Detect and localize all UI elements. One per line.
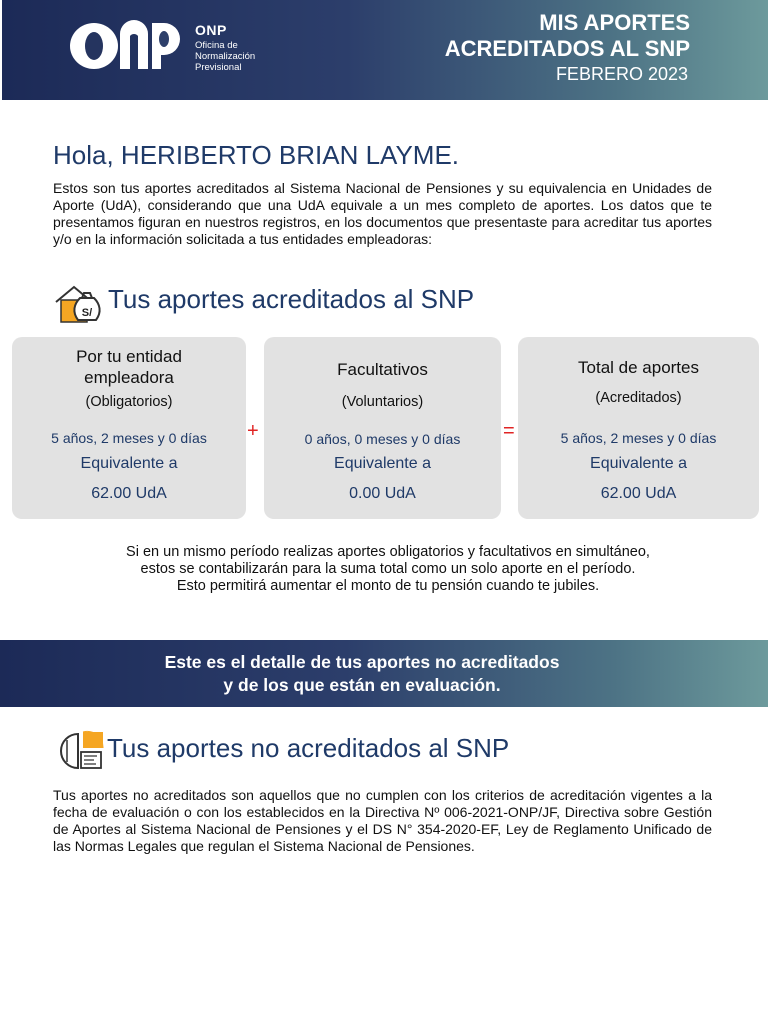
section-title-no-acreditados: Tus aportes no acreditados al SNP bbox=[107, 733, 510, 763]
equals-operator: = bbox=[503, 420, 515, 442]
card-duration: 5 años, 2 meses y 0 días bbox=[560, 430, 717, 446]
money-bag-house-icon bbox=[52, 282, 104, 326]
logo-text bbox=[195, 22, 255, 73]
card-title: Total de aportes bbox=[578, 358, 699, 377]
note-line-3: Esto permitirá aumentar el monto de tu pensión cuando te jubiles. bbox=[176, 578, 600, 594]
page-title bbox=[445, 10, 690, 62]
brand-sub-3: Previsional bbox=[195, 62, 242, 73]
detail-banner-text bbox=[0, 651, 724, 697]
brand-name: ONP bbox=[195, 22, 227, 38]
period-label: FEBRERO 2023 bbox=[555, 64, 688, 84]
card-title-line-1: Por tu entidad bbox=[76, 347, 182, 366]
card-equivalent-label: Equivalente a bbox=[80, 455, 178, 472]
simultaneous-contributions-note bbox=[53, 544, 723, 595]
card-subtitle: (Acreditados) bbox=[595, 390, 682, 406]
title-line-1: MIS APORTES bbox=[539, 10, 690, 35]
greeting: Hola, HERIBERTO BRIAN LAYME. bbox=[53, 140, 460, 170]
brand-sub-1: Oficina de bbox=[195, 40, 238, 51]
card-duration: 0 años, 0 meses y 0 días bbox=[304, 431, 461, 447]
section-title-acreditados: Tus aportes acreditados al SNP bbox=[108, 284, 475, 314]
onp-logo bbox=[68, 20, 183, 72]
card-empleadora bbox=[12, 337, 246, 519]
card-title-line-2: empleadora bbox=[84, 368, 174, 387]
svg-text:S/: S/ bbox=[81, 307, 93, 319]
card-value: 0.00 UdA bbox=[349, 485, 416, 502]
band-line-1: Este es el detalle de tus aportes no acreditados bbox=[164, 652, 560, 672]
card-subtitle: (Obligatorios) bbox=[85, 394, 173, 410]
brand-sub-2: Normalización bbox=[195, 51, 256, 62]
card-subtitle: (Voluntarios) bbox=[341, 394, 424, 410]
intro-paragraph: Estos son tus aportes acreditados al Sistema Nacional de Pensiones y su equivalencia en Unidades de Aporte (UdA), considerando que una UdA equivale a un mes completo de aportes. Los datos que te presentamos figuran en nuestros registros, en los documentos que presentaste para acreditar tus aportes y/o en la información solicitada a tus entidades empleadoras: bbox=[53, 180, 712, 247]
card-facultativos bbox=[264, 337, 501, 519]
band-line-2: y de los que están en evaluación. bbox=[223, 675, 501, 695]
pie-chart-document-icon bbox=[53, 730, 105, 770]
card-equivalent-label: Equivalente a bbox=[334, 455, 431, 472]
card-value: 62.00 UdA bbox=[91, 485, 167, 502]
card-duration: 5 años, 2 meses y 0 días bbox=[51, 430, 207, 446]
note-line-2: estos se contabilizarán para la suma total como un solo aporte en el período. bbox=[140, 561, 636, 577]
card-title: Facultativos bbox=[337, 360, 428, 379]
card-value: 62.00 UdA bbox=[600, 485, 677, 502]
title-line-2: ACREDITADOS AL SNP bbox=[444, 36, 690, 61]
card-equivalent-label: Equivalente a bbox=[590, 455, 687, 472]
card-total bbox=[518, 337, 759, 519]
no-acreditados-paragraph: Tus aportes no acreditados son aquellos que no cumplen con los criterios de acreditación vigentes a la fecha de evaluación o con los establecidos en la Directiva Nº 006-2021-ONP/JF, Directiva sobre Gestión de Aportes al Sistema Nacional de Pensiones y el DS N° 354-2020-EF, Ley de Reglamento Unificado de las Normas Legales que regulan el Sistema Nacional de Pensiones. bbox=[53, 787, 712, 854]
plus-operator: + bbox=[247, 420, 259, 442]
note-line-1: Si en un mismo período realizas aportes obligatorios y facultativos en simultáneo, bbox=[126, 544, 650, 560]
